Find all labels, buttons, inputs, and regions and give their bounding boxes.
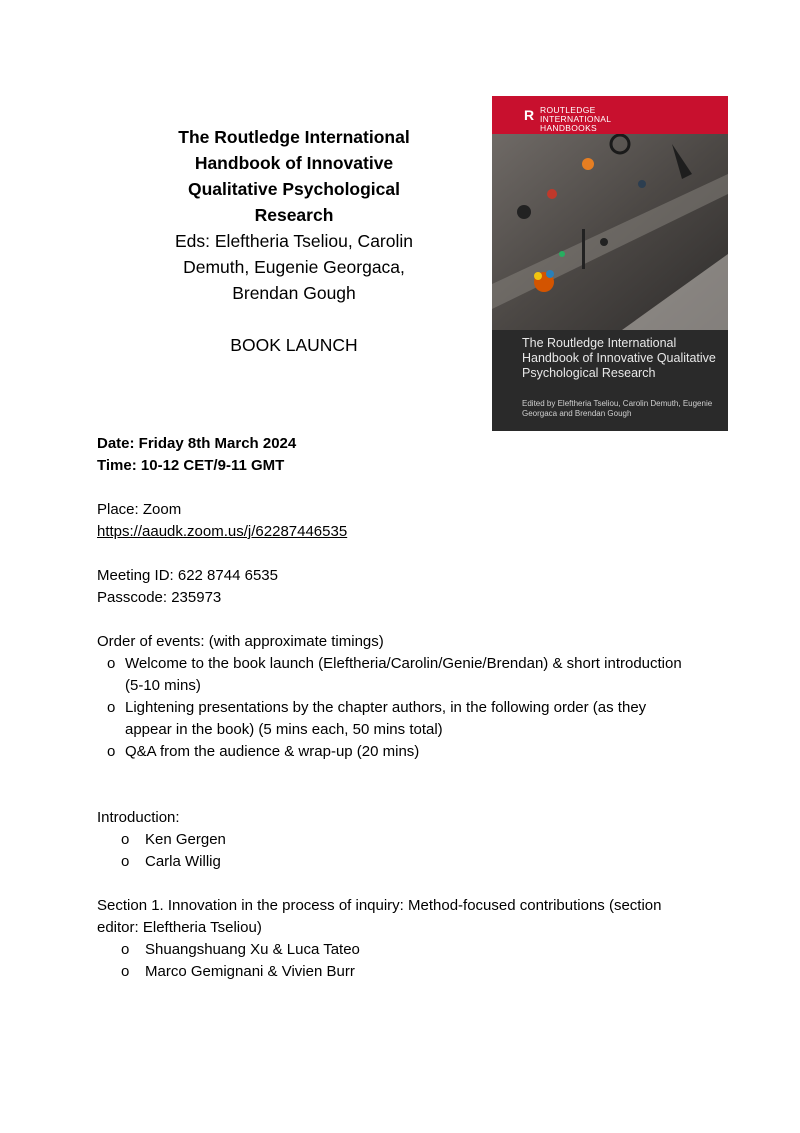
introduction-list (97, 829, 697, 873)
bullet-icon: o (121, 853, 130, 870)
cover-photo (492, 134, 728, 330)
list-item (97, 653, 697, 697)
bullet-icon: o (107, 699, 116, 716)
book-cover (492, 96, 728, 431)
editors-line: Eds: Eleftheria Tseliou, Carolin (175, 231, 413, 251)
cover-series-line: HANDBOOKS (540, 123, 598, 133)
order-item-text: Lightening presentations by the chapter authors, in the following order (as they appear in the book) (5 mins each, 50 mins total) (125, 699, 647, 738)
section1-heading: Section 1. Innovation in the process of inquiry: Method-focused contributions (section editor: Eleftheria Tseliou) (97, 897, 662, 936)
book-title-line: Qualitative Psychological (187, 179, 401, 199)
order-list (97, 653, 697, 763)
event-time: Time: 10-12 CET/9-11 GMT (97, 457, 285, 474)
list-item (97, 741, 697, 763)
editors-line: Brendan Gough (232, 283, 356, 303)
editors-line: Demuth, Eugenie Georgaca, (183, 257, 405, 277)
bullet-icon: o (121, 831, 130, 848)
bullet-icon: o (121, 963, 130, 980)
list-item (97, 851, 697, 873)
list-item (97, 961, 697, 983)
bullet-icon: o (107, 743, 116, 760)
order-item-text: Q&A from the audience & wrap-up (20 mins) (125, 743, 420, 760)
event-details (97, 433, 697, 983)
section1-item-text: Shuangshuang Xu & Luca Tateo (145, 941, 360, 958)
cover-title: The Routledge International Handbook of Innovative Qualitative Psychological Research (522, 336, 716, 380)
bullet-icon: o (107, 655, 116, 672)
order-item-text: Welcome to the book launch (Eleftheria/Carolin/Genie/Brendan) & short introduction (5-10 mins) (125, 655, 682, 694)
book-title-line: The Routledge International (178, 127, 410, 147)
cover-editors: Edited by Eleftheria Tseliou, Carolin Demuth, Eugenie Georgaca and Brendan Gough (522, 399, 713, 418)
event-place: Place: Zoom (97, 501, 182, 518)
zoom-link[interactable]: https://aaudk.zoom.us/j/62287446535 (97, 523, 348, 540)
book-title-line: Handbook of Innovative (194, 153, 394, 173)
editors (148, 228, 440, 306)
introduction-item-text: Ken Gergen (145, 831, 226, 848)
publisher-logo: R (523, 107, 535, 123)
introduction-heading: Introduction: (97, 809, 180, 826)
cover-series-line: ROUTLEDGE (540, 105, 596, 115)
list-item (97, 697, 697, 741)
passcode: Passcode: 235973 (97, 589, 222, 606)
section1-item-text: Marco Gemignani & Vivien Burr (145, 963, 355, 980)
event-date: Date: Friday 8th March 2024 (97, 435, 297, 452)
introduction-item-text: Carla Willig (145, 853, 221, 870)
cover-series-line: INTERNATIONAL (540, 114, 612, 124)
title-block (148, 124, 440, 358)
book-title (148, 124, 440, 228)
event-label: BOOK LAUNCH (230, 335, 358, 355)
list-item (97, 939, 697, 961)
bullet-icon: o (121, 941, 130, 958)
section1-list (97, 939, 697, 983)
list-item (97, 829, 697, 851)
book-title-line: Research (254, 205, 334, 225)
order-heading: Order of events: (with approximate timings) (97, 633, 384, 650)
meeting-id: Meeting ID: 622 8744 6535 (97, 567, 278, 584)
